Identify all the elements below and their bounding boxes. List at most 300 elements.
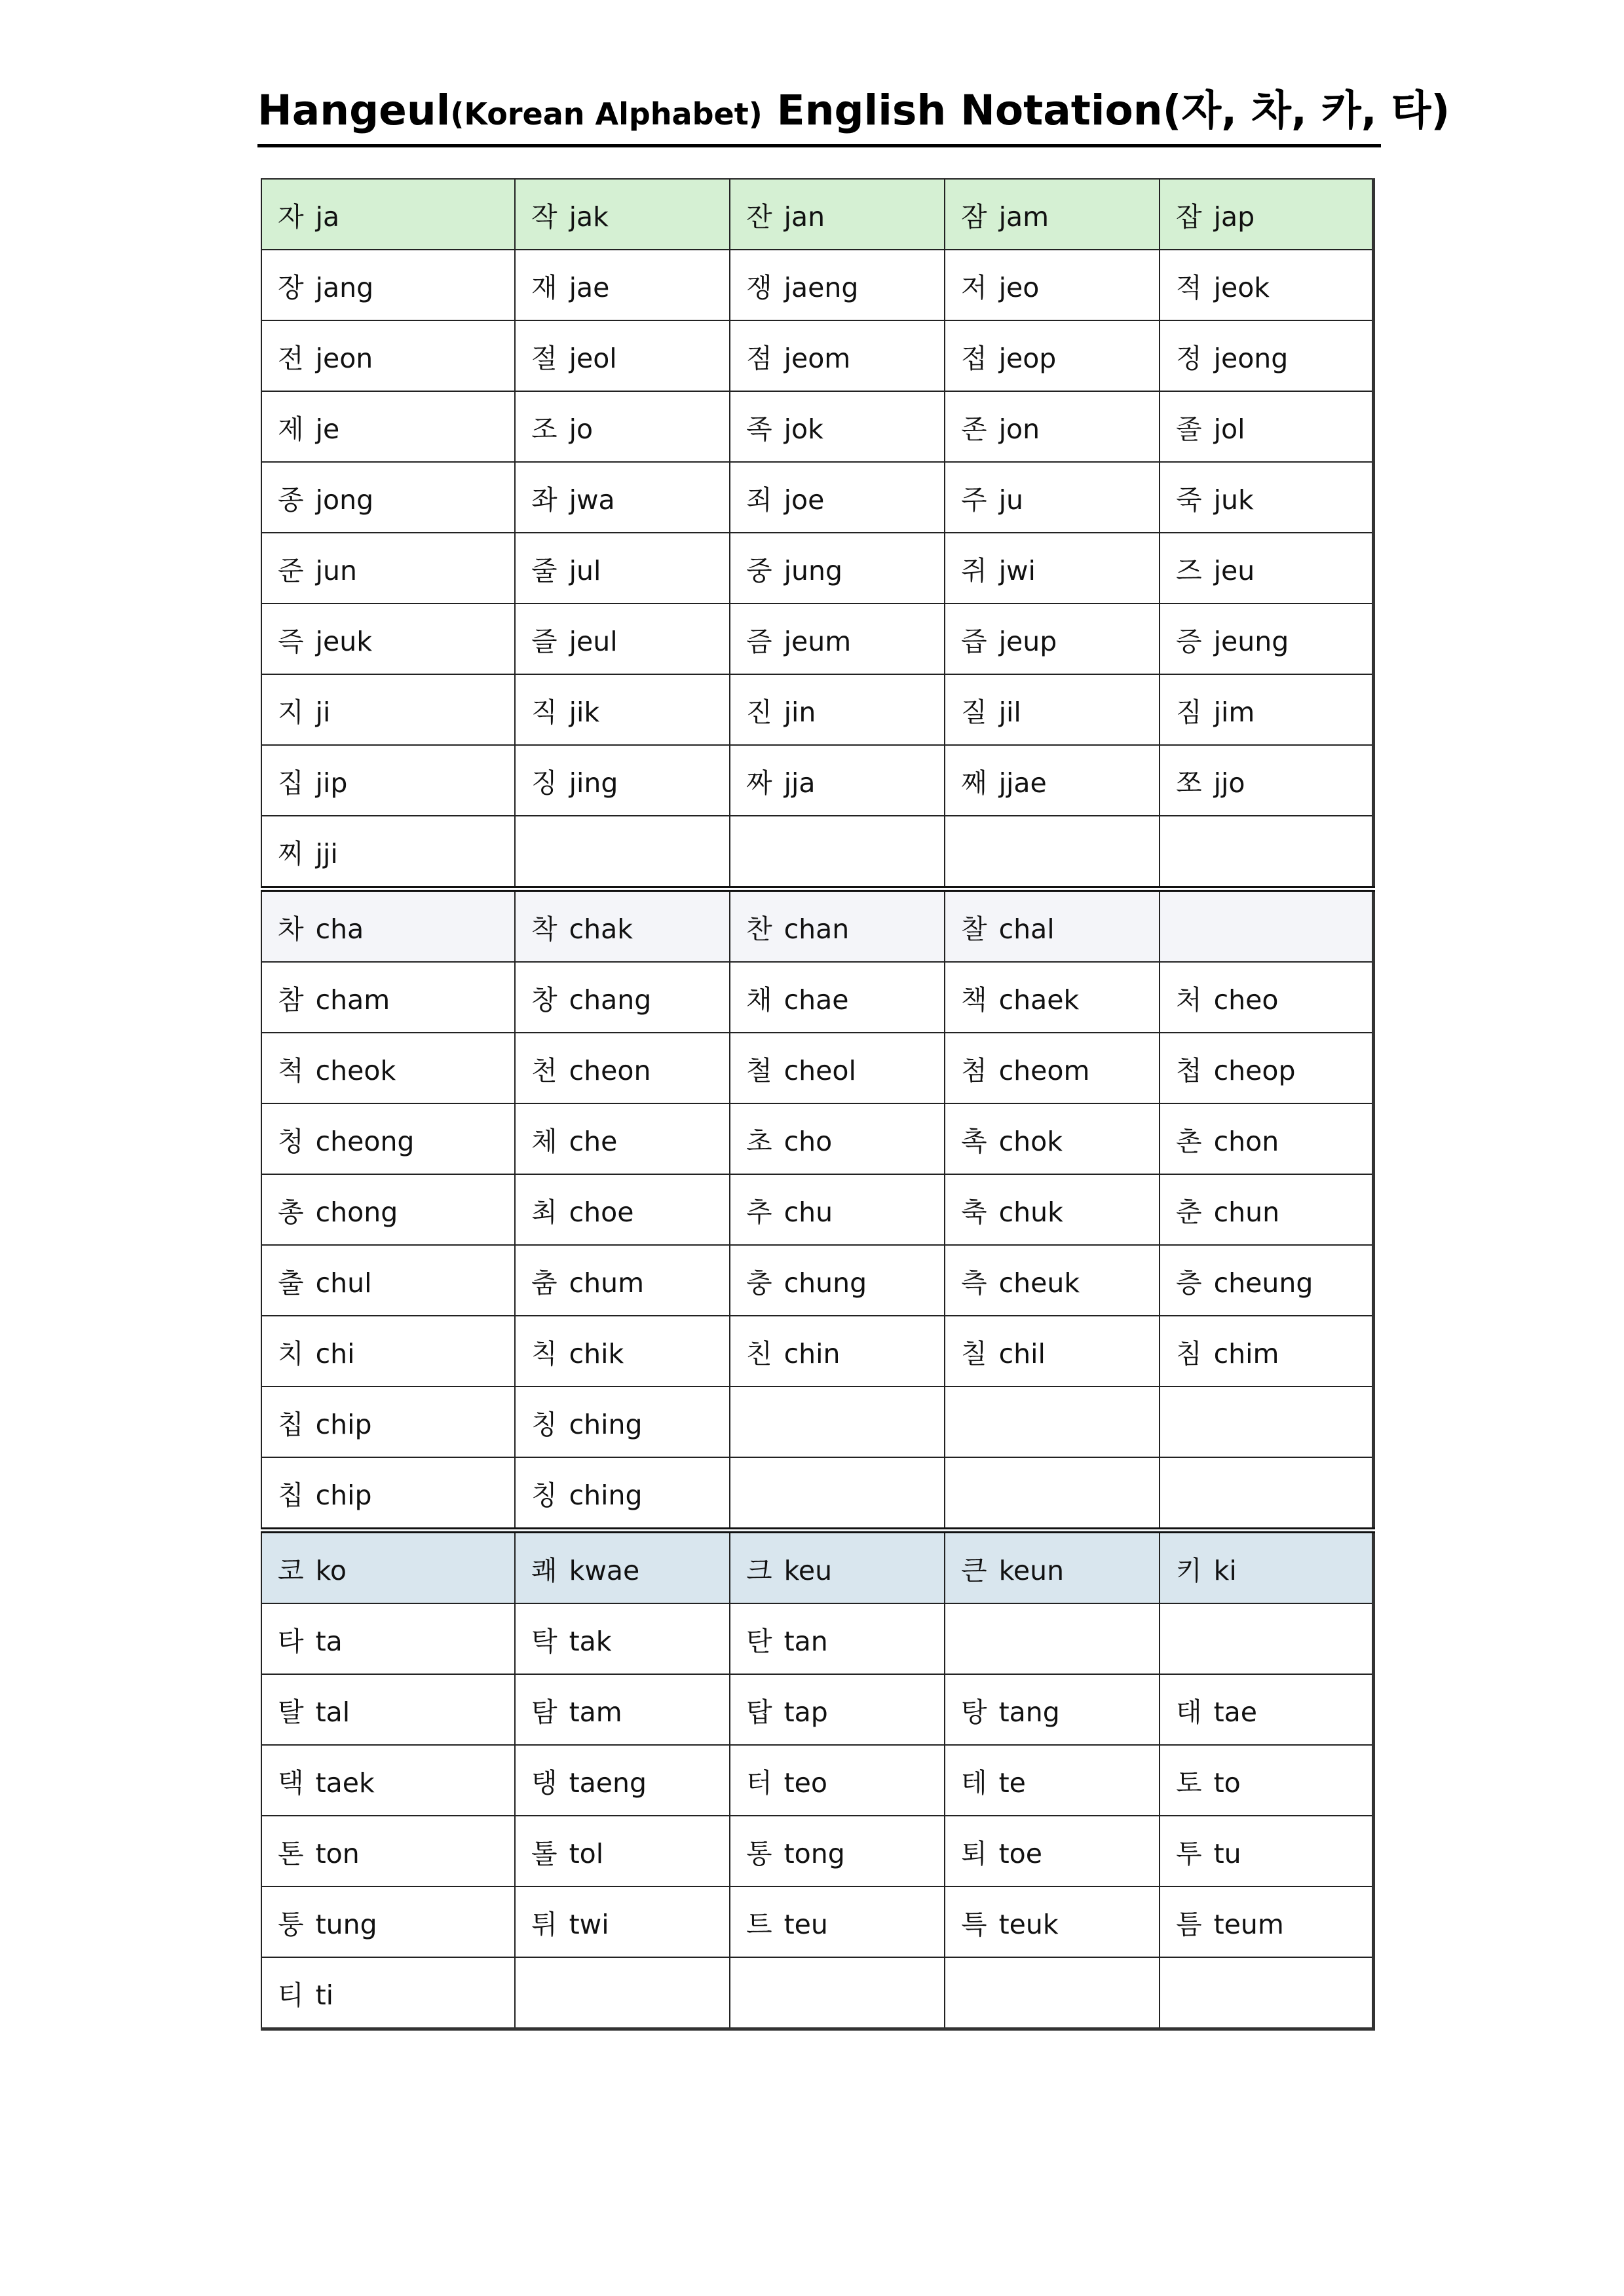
table-cell — [730, 1316, 945, 1387]
romanization: jeo — [998, 271, 1040, 303]
table-cell — [945, 674, 1160, 745]
romanization: to — [1213, 1767, 1241, 1799]
table-row — [261, 1103, 1373, 1174]
hangeul-syllable: 전 — [278, 342, 304, 374]
table-cell — [945, 1316, 1160, 1387]
romanization: jeong — [1213, 342, 1289, 374]
hangeul-syllable: 철 — [746, 1054, 772, 1086]
table-cell — [515, 1745, 730, 1816]
table-cell — [261, 1816, 515, 1886]
table-cell — [730, 320, 945, 391]
table-cell — [1160, 1174, 1373, 1245]
table-cell — [730, 1387, 945, 1457]
hangeul-syllable: 쪼 — [1176, 767, 1202, 799]
table-cell — [261, 179, 515, 250]
hangeul-syllable: 택 — [278, 1767, 304, 1799]
table-cell — [515, 250, 730, 320]
hangeul-syllable: 최 — [531, 1196, 557, 1228]
romanization: tung — [315, 1908, 377, 1940]
romanization: jeop — [998, 342, 1057, 374]
table-cell — [945, 1957, 1160, 2029]
table-cell — [730, 1886, 945, 1957]
romanization-table-body — [261, 179, 1373, 2029]
romanization: je — [315, 413, 340, 445]
table-cell — [945, 603, 1160, 674]
table-cell — [261, 462, 515, 533]
table-cell — [261, 1245, 515, 1316]
hangeul-syllable: 탄 — [746, 1625, 772, 1657]
table-row — [261, 1603, 1373, 1674]
table-row — [261, 1457, 1373, 1531]
table-cell — [1160, 533, 1373, 603]
table-cell — [261, 962, 515, 1033]
romanization: chil — [998, 1337, 1046, 1369]
table-row — [261, 1816, 1373, 1886]
hangeul-syllable: 테 — [961, 1767, 987, 1799]
romanization: cheom — [998, 1054, 1090, 1086]
table-cell — [945, 320, 1160, 391]
hangeul-syllable: 접 — [961, 342, 987, 374]
table-cell — [945, 533, 1160, 603]
romanization-table — [261, 178, 1375, 2031]
table-cell — [515, 745, 730, 816]
romanization: chuk — [998, 1196, 1063, 1228]
table-cell — [261, 674, 515, 745]
table-cell — [261, 250, 515, 320]
table-row — [261, 889, 1373, 963]
romanization: chun — [1213, 1196, 1280, 1228]
table-cell — [1160, 745, 1373, 816]
hangeul-syllable: 트 — [746, 1908, 772, 1940]
romanization: che — [569, 1125, 618, 1157]
hangeul-syllable: 체 — [531, 1125, 557, 1157]
romanization: ti — [315, 1979, 334, 2011]
table-cell — [945, 816, 1160, 889]
hangeul-syllable: 탑 — [746, 1696, 772, 1728]
romanization: jeol — [569, 342, 617, 374]
hangeul-syllable: 증 — [1176, 625, 1202, 657]
hangeul-syllable: 재 — [531, 271, 557, 303]
romanization: chok — [998, 1125, 1063, 1157]
table-cell — [261, 745, 515, 816]
table-cell — [261, 816, 515, 889]
table-cell — [515, 603, 730, 674]
table-row — [261, 391, 1373, 462]
romanization: cheop — [1213, 1054, 1296, 1086]
romanization: taeng — [569, 1767, 647, 1799]
hangeul-syllable: 종 — [278, 484, 304, 516]
table-cell — [945, 1603, 1160, 1674]
table-cell — [515, 1674, 730, 1745]
table-cell — [515, 1886, 730, 1957]
romanization: cheol — [784, 1054, 856, 1086]
table-cell — [945, 1745, 1160, 1816]
table-cell — [1160, 603, 1373, 674]
hangeul-syllable: 충 — [746, 1267, 772, 1299]
hangeul-syllable: 천 — [531, 1054, 557, 1086]
table-cell — [730, 1033, 945, 1103]
table-cell — [1160, 250, 1373, 320]
table-cell — [1160, 1387, 1373, 1457]
hangeul-syllable: 제 — [278, 413, 304, 445]
romanization: chaek — [998, 984, 1080, 1016]
table-cell — [730, 1674, 945, 1745]
hangeul-syllable: 채 — [746, 984, 772, 1016]
table-row — [261, 533, 1373, 603]
hangeul-syllable: 즉 — [278, 625, 304, 657]
hangeul-syllable: 측 — [961, 1267, 987, 1299]
hangeul-syllable: 짐 — [1176, 696, 1202, 728]
table-cell — [945, 179, 1160, 250]
table-row — [261, 1886, 1373, 1957]
table-cell — [515, 816, 730, 889]
table-cell — [515, 1174, 730, 1245]
hangeul-syllable: 퉁 — [278, 1908, 304, 1940]
hangeul-syllable: 칩 — [278, 1408, 304, 1440]
table-cell — [945, 1674, 1160, 1745]
romanization: twi — [569, 1908, 609, 1940]
hangeul-syllable: 정 — [1176, 342, 1202, 374]
romanization: jol — [1213, 413, 1245, 445]
hangeul-syllable: 잠 — [961, 201, 987, 233]
romanization: jeuk — [315, 625, 372, 657]
romanization: tol — [569, 1837, 604, 1869]
table-cell — [1160, 1457, 1373, 1531]
hangeul-syllable: 착 — [531, 913, 557, 945]
romanization: joe — [784, 484, 825, 516]
romanization: te — [998, 1767, 1026, 1799]
hangeul-syllable: 춤 — [531, 1267, 557, 1299]
table-cell — [261, 1745, 515, 1816]
hangeul-syllable: 타 — [278, 1625, 304, 1657]
hangeul-syllable: 총 — [278, 1196, 304, 1228]
romanization: cheok — [315, 1054, 396, 1086]
table-cell — [730, 603, 945, 674]
romanization: cha — [315, 913, 364, 945]
hangeul-syllable: 좌 — [531, 484, 557, 516]
romanization: jeok — [1213, 271, 1270, 303]
hangeul-syllable: 잔 — [746, 201, 772, 233]
hangeul-syllable: 치 — [278, 1337, 304, 1369]
table-cell — [1160, 816, 1373, 889]
hangeul-syllable: 직 — [531, 696, 557, 728]
romanization: jon — [998, 413, 1040, 445]
hangeul-syllable: 코 — [278, 1554, 304, 1586]
hangeul-syllable: 즐 — [531, 625, 557, 657]
table-cell — [945, 1103, 1160, 1174]
romanization: jeu — [1213, 554, 1255, 586]
romanization: jo — [569, 413, 594, 445]
romanization: jak — [569, 201, 609, 233]
table-cell — [261, 1674, 515, 1745]
table-cell — [515, 1316, 730, 1387]
romanization: teu — [784, 1908, 828, 1940]
table-cell — [945, 250, 1160, 320]
hangeul-syllable: 절 — [531, 342, 557, 374]
hangeul-syllable: 투 — [1176, 1837, 1202, 1869]
table-row — [261, 250, 1373, 320]
hangeul-syllable: 칠 — [961, 1337, 987, 1369]
romanization: jil — [998, 696, 1021, 728]
romanization: jun — [315, 554, 357, 586]
romanization: teuk — [998, 1908, 1059, 1940]
table-cell — [945, 1886, 1160, 1957]
romanization: ki — [1213, 1554, 1237, 1586]
table-cell — [515, 462, 730, 533]
romanization: jan — [784, 201, 825, 233]
romanization: jong — [315, 484, 374, 516]
hangeul-syllable: 준 — [278, 554, 304, 586]
romanization: cheuk — [998, 1267, 1080, 1299]
hangeul-syllable: 지 — [278, 696, 304, 728]
romanization: jeung — [1213, 625, 1289, 657]
romanization: chae — [784, 984, 849, 1016]
hangeul-syllable: 작 — [531, 201, 557, 233]
romanization: cho — [784, 1125, 833, 1157]
hangeul-syllable: 쾌 — [531, 1554, 557, 1586]
table-cell — [1160, 462, 1373, 533]
table-cell — [261, 889, 515, 963]
romanization: keun — [998, 1554, 1065, 1586]
hangeul-syllable: 장 — [278, 271, 304, 303]
hangeul-syllable: 차 — [278, 913, 304, 945]
hangeul-syllable: 잡 — [1176, 201, 1202, 233]
hangeul-syllable: 주 — [961, 484, 987, 516]
hangeul-syllable: 촉 — [961, 1125, 987, 1157]
hangeul-syllable: 칭 — [531, 1408, 557, 1440]
hangeul-syllable: 척 — [278, 1054, 304, 1086]
romanization: jam — [998, 201, 1049, 233]
table-cell — [515, 533, 730, 603]
hangeul-syllable: 탱 — [531, 1767, 557, 1799]
table-cell — [730, 674, 945, 745]
hangeul-syllable: 찰 — [961, 913, 987, 945]
romanization: jang — [315, 271, 374, 303]
hangeul-syllable: 진 — [746, 696, 772, 728]
hangeul-syllable: 첨 — [961, 1054, 987, 1086]
hangeul-syllable: 죄 — [746, 484, 772, 516]
table-row — [261, 962, 1373, 1033]
romanization: chung — [784, 1267, 867, 1299]
table-cell — [515, 1103, 730, 1174]
hangeul-syllable: 탕 — [961, 1696, 987, 1728]
romanization: jul — [569, 554, 601, 586]
romanization: jeon — [315, 342, 373, 374]
romanization: tang — [998, 1696, 1060, 1728]
table-cell — [945, 1816, 1160, 1886]
table-cell — [515, 1387, 730, 1457]
romanization: chak — [569, 913, 633, 945]
romanization: ta — [315, 1625, 343, 1657]
romanization: ju — [998, 484, 1023, 516]
title-english-notation: English Notation(자, 차, 카, 타) — [762, 86, 1450, 134]
hangeul-syllable: 줄 — [531, 554, 557, 586]
hangeul-syllable: 키 — [1176, 1554, 1202, 1586]
table-cell — [515, 1816, 730, 1886]
hangeul-syllable: 토 — [1176, 1767, 1202, 1799]
hangeul-syllable: 즈 — [1176, 554, 1202, 586]
table-cell — [945, 889, 1160, 963]
hangeul-syllable: 적 — [1176, 271, 1202, 303]
table-cell — [515, 674, 730, 745]
table-cell — [1160, 1886, 1373, 1957]
table-row — [261, 1387, 1373, 1457]
hangeul-syllable: 칙 — [531, 1337, 557, 1369]
table-cell — [1160, 179, 1373, 250]
hangeul-syllable: 축 — [961, 1196, 987, 1228]
table-cell — [1160, 320, 1373, 391]
table-cell — [730, 1957, 945, 2029]
table-cell — [515, 962, 730, 1033]
romanization: jeul — [569, 625, 618, 657]
romanization: ja — [315, 201, 340, 233]
table-cell — [261, 1886, 515, 1957]
table-cell — [730, 1174, 945, 1245]
hangeul-syllable: 초 — [746, 1125, 772, 1157]
hangeul-syllable: 침 — [1176, 1337, 1202, 1369]
table-cell — [261, 1531, 515, 1604]
hangeul-syllable: 친 — [746, 1337, 772, 1369]
hangeul-syllable: 죽 — [1176, 484, 1202, 516]
romanization: jeup — [998, 625, 1057, 657]
table-cell — [730, 1457, 945, 1531]
hangeul-syllable: 즘 — [746, 625, 772, 657]
romanization: taek — [315, 1767, 375, 1799]
hangeul-syllable: 집 — [278, 767, 304, 799]
hangeul-syllable: 태 — [1176, 1696, 1202, 1728]
table-row — [261, 179, 1373, 250]
table-row — [261, 462, 1373, 533]
romanization: jjo — [1213, 767, 1245, 799]
table-cell — [1160, 674, 1373, 745]
table-cell — [261, 1957, 515, 2029]
romanization: jwi — [998, 554, 1036, 586]
table-cell — [261, 1457, 515, 1531]
romanization: teo — [784, 1767, 827, 1799]
romanization: chim — [1213, 1337, 1279, 1369]
table-cell — [730, 1531, 945, 1604]
table-row — [261, 1316, 1373, 1387]
title-hangeul: Hangeul — [257, 86, 451, 134]
table-cell — [1160, 1957, 1373, 2029]
table-cell — [730, 962, 945, 1033]
romanization: jae — [569, 271, 610, 303]
table-cell — [261, 391, 515, 462]
hangeul-syllable: 틈 — [1176, 1908, 1202, 1940]
table-cell — [1160, 889, 1373, 963]
romanization: jip — [315, 767, 348, 799]
hangeul-syllable: 칩 — [278, 1479, 304, 1511]
table-cell — [261, 603, 515, 674]
hangeul-syllable: 질 — [961, 696, 987, 728]
table-row — [261, 1957, 1373, 2029]
table-cell — [730, 1245, 945, 1316]
table-cell — [945, 1457, 1160, 1531]
table-cell — [261, 1603, 515, 1674]
table-cell — [1160, 1316, 1373, 1387]
table-cell — [730, 1603, 945, 1674]
table-cell — [261, 1033, 515, 1103]
hangeul-syllable: 존 — [961, 413, 987, 445]
hangeul-syllable: 톤 — [278, 1837, 304, 1869]
romanization: chan — [784, 913, 850, 945]
hangeul-syllable: 징 — [531, 767, 557, 799]
table-cell — [1160, 1245, 1373, 1316]
romanization: kwae — [569, 1554, 640, 1586]
hangeul-syllable: 찬 — [746, 913, 772, 945]
hangeul-syllable: 족 — [746, 413, 772, 445]
hangeul-syllable: 쟁 — [746, 271, 772, 303]
romanization: toe — [998, 1837, 1042, 1869]
romanization: chang — [569, 984, 652, 1016]
table-cell — [515, 1033, 730, 1103]
table-cell — [1160, 1531, 1373, 1604]
romanization: chip — [315, 1479, 372, 1511]
romanization: jji — [315, 837, 338, 870]
hangeul-syllable: 저 — [961, 271, 987, 303]
romanization: chip — [315, 1408, 372, 1440]
hangeul-syllable: 튀 — [531, 1908, 557, 1940]
table-cell — [1160, 1033, 1373, 1103]
table-row — [261, 1745, 1373, 1816]
table-cell — [945, 462, 1160, 533]
romanization: jeum — [784, 625, 852, 657]
romanization: jaeng — [784, 271, 859, 303]
romanization: jap — [1213, 201, 1255, 233]
hangeul-syllable: 책 — [961, 984, 987, 1016]
romanization: chong — [315, 1196, 398, 1228]
romanization: jin — [784, 696, 816, 728]
table-cell — [261, 320, 515, 391]
table-cell — [515, 1603, 730, 1674]
romanization: teum — [1213, 1908, 1284, 1940]
romanization: cheo — [1213, 984, 1279, 1016]
hangeul-syllable: 탁 — [531, 1625, 557, 1657]
table-cell — [730, 1103, 945, 1174]
romanization: tap — [784, 1696, 828, 1728]
hangeul-syllable: 출 — [278, 1267, 304, 1299]
table-cell — [1160, 1674, 1373, 1745]
table-cell — [730, 1745, 945, 1816]
table-cell — [1160, 1103, 1373, 1174]
table-cell — [730, 533, 945, 603]
table-cell — [945, 1387, 1160, 1457]
romanization: ko — [315, 1554, 347, 1586]
table-cell — [515, 320, 730, 391]
table-cell — [945, 1033, 1160, 1103]
hangeul-syllable: 큰 — [961, 1554, 987, 1586]
hangeul-syllable: 창 — [531, 984, 557, 1016]
table-row — [261, 674, 1373, 745]
romanization: chi — [315, 1337, 355, 1369]
romanization: ching — [569, 1408, 643, 1440]
table-cell — [730, 889, 945, 963]
hangeul-syllable: 티 — [278, 1979, 304, 2011]
table-cell — [1160, 1603, 1373, 1674]
hangeul-syllable: 터 — [746, 1767, 772, 1799]
hangeul-syllable: 탐 — [531, 1696, 557, 1728]
romanization: chon — [1213, 1125, 1279, 1157]
romanization: chin — [784, 1337, 840, 1369]
table-cell — [1160, 962, 1373, 1033]
hangeul-syllable: 자 — [278, 201, 304, 233]
table-row — [261, 1033, 1373, 1103]
hangeul-syllable: 째 — [961, 767, 987, 799]
hangeul-syllable: 크 — [746, 1554, 772, 1586]
hangeul-syllable: 찌 — [278, 837, 304, 870]
table-row — [261, 816, 1373, 889]
romanization: chul — [315, 1267, 372, 1299]
